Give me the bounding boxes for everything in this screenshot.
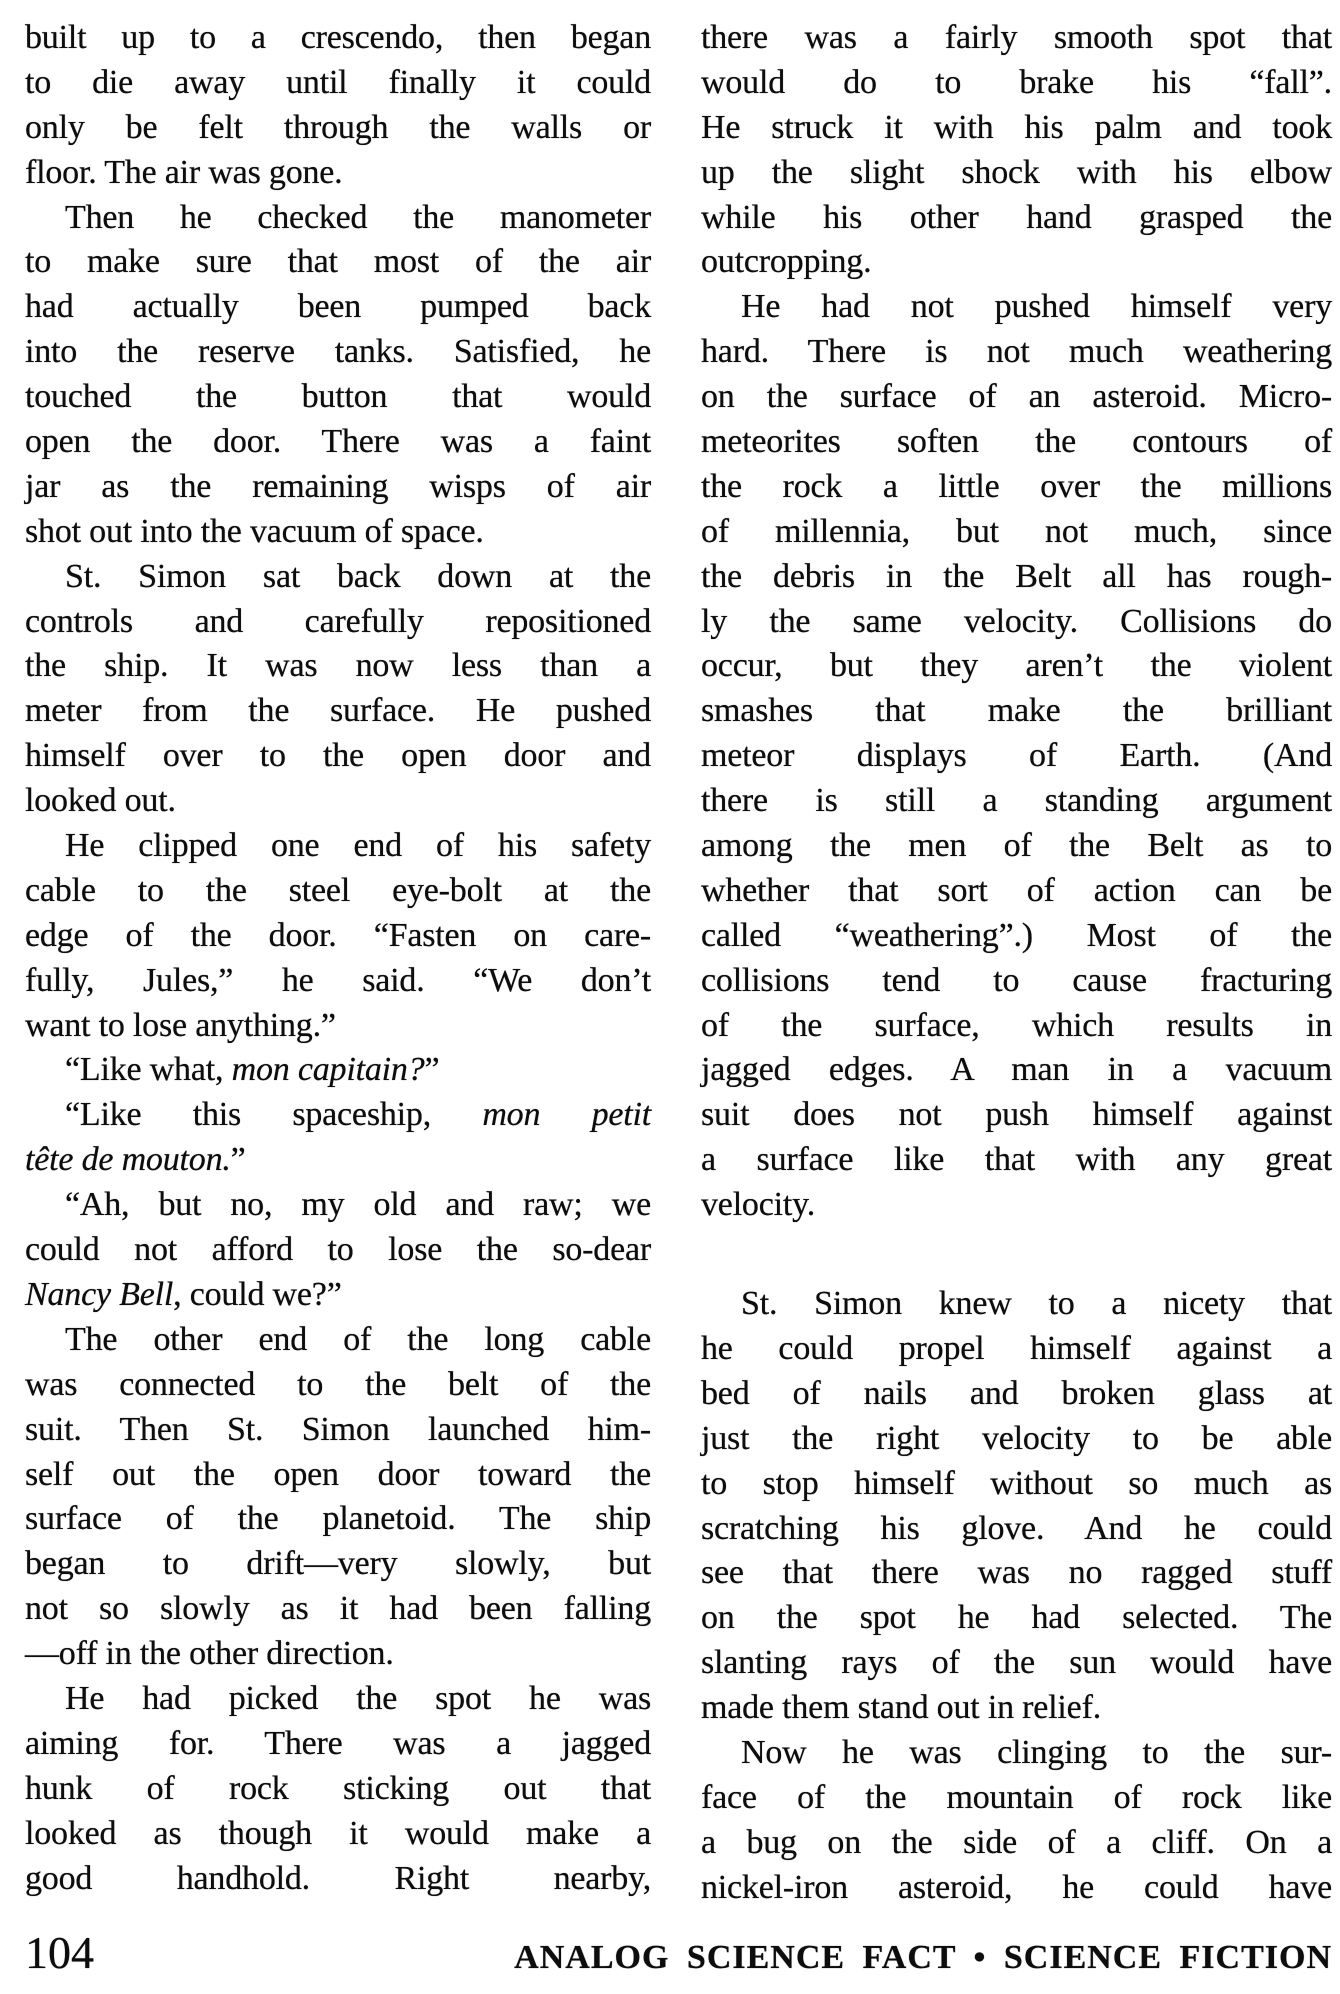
text-run: the ship. It was now less than a (25, 647, 651, 685)
text-line (25, 689, 651, 734)
text-run: ly the same velocity. Collisions do (701, 602, 1332, 640)
text-line (701, 1551, 1332, 1596)
text-run: only be felt through the walls or (25, 108, 651, 146)
text-run: fully, Jules,” he said. “We don’t (25, 961, 651, 999)
text-run: not so slowly as it had been falling (25, 1590, 651, 1628)
text-run: “Ah, but no, my old and raw; we (65, 1186, 651, 1224)
text-column-right (701, 16, 1332, 1911)
text-line (25, 106, 651, 151)
text-run: built up to a crescendo, then began (25, 19, 651, 56)
text-line (25, 1767, 651, 1812)
text-line (25, 240, 651, 285)
text-run: nickel-iron asteroid, he could have (701, 1868, 1332, 1906)
text-run: St. Simon sat back down at the (65, 557, 651, 595)
text-run: Now he was clinging to the sur- (741, 1733, 1332, 1771)
text-run: there is still a standing argument (701, 782, 1332, 820)
text-run: jar as the remaining wisps of air (25, 467, 651, 505)
text-line (701, 1866, 1332, 1911)
text-line (701, 869, 1332, 914)
text-line (701, 1048, 1332, 1093)
text-run: a bug on the side of a cliff. On a (701, 1823, 1332, 1861)
text-run: ” (424, 1051, 440, 1089)
page-number: 104 (25, 1927, 94, 1978)
text-run: open the door. There was a faint (25, 423, 651, 461)
page-footer (25, 1928, 1332, 1983)
text-line (25, 375, 651, 420)
text-line (701, 1776, 1332, 1821)
text-line (25, 1228, 651, 1273)
text-line (701, 240, 1332, 285)
text-line (25, 734, 651, 779)
text-run: shot out into the vacuum of space. (25, 512, 484, 550)
text-run: looked as though it would make a (25, 1814, 651, 1852)
text-run: to make sure that most of the air (25, 243, 651, 281)
text-line (701, 1372, 1332, 1417)
text-run: whether that sort of action can be (701, 871, 1332, 909)
section-break (701, 1228, 1332, 1282)
text-line (25, 1632, 651, 1677)
text-line (701, 1282, 1332, 1327)
text-run: slanting rays of the sun would have (701, 1644, 1332, 1682)
text-run: good handhold. Right nearby, (25, 1859, 651, 1897)
text-line (25, 600, 651, 645)
text-run: edge of the door. “Fasten on care- (25, 916, 651, 954)
text-run: collisions tend to cause fracturing (701, 961, 1332, 999)
text-run: hard. There is not much weathering (701, 333, 1332, 371)
text-run: suit does not push himself against (701, 1096, 1332, 1134)
text-line (25, 196, 651, 241)
text-run: aiming for. There was a jagged (25, 1724, 651, 1762)
text-run: on the surface of an asteroid. Micro- (701, 378, 1332, 416)
text-run: “Like this spaceship, (65, 1096, 483, 1134)
text-run: jagged edges. A man in a vacuum (701, 1051, 1332, 1089)
text-line (701, 1507, 1332, 1552)
text-line (25, 465, 651, 510)
text-line (701, 375, 1332, 420)
text-run: had actually been pumped back (25, 288, 651, 326)
text-run: made them stand out in relief. (701, 1689, 1101, 1727)
text-line (25, 1453, 651, 1498)
text-run: into the reserve tanks. Satisfied, he (25, 333, 651, 371)
text-run: outcropping. (701, 243, 872, 281)
text-run: himself over to the open door and (25, 737, 651, 775)
text-run: —off in the other direction. (25, 1635, 394, 1673)
text-run: scratching his glove. And he could (701, 1509, 1332, 1547)
text-run: called “weathering”.) Most of the (701, 916, 1332, 954)
text-line (25, 1048, 651, 1093)
text-line (25, 1408, 651, 1453)
text-line (701, 106, 1332, 151)
text-line (25, 1138, 651, 1183)
text-line (701, 465, 1332, 510)
italic-text-run: Nancy Bell (25, 1275, 174, 1313)
text-run: suit. Then St. Simon launched him- (25, 1410, 651, 1448)
text-run: looked out. (25, 782, 176, 820)
text-line (701, 1183, 1332, 1228)
text-run: a surface like that with any great (701, 1141, 1332, 1179)
text-line (701, 644, 1332, 689)
text-line (25, 1363, 651, 1408)
text-run: up the slight shock with his elbow (701, 153, 1332, 191)
text-run: of the surface, which results in (701, 1006, 1332, 1044)
text-line (25, 420, 651, 465)
text-line (701, 420, 1332, 465)
text-line (701, 1138, 1332, 1183)
text-run: occur, but they aren’t the violent (701, 647, 1332, 685)
text-run: ” (230, 1141, 246, 1179)
text-run: surface of the planetoid. The ship (25, 1500, 651, 1538)
text-line (25, 869, 651, 914)
text-line (25, 151, 651, 196)
text-line (25, 1183, 651, 1228)
text-line (25, 959, 651, 1004)
text-line (701, 1417, 1332, 1462)
text-run: see that there was no ragged stuff (701, 1554, 1332, 1592)
text-line (701, 510, 1332, 555)
text-line (701, 824, 1332, 869)
text-line (701, 555, 1332, 600)
text-line (701, 600, 1332, 645)
text-line (25, 1722, 651, 1767)
text-line (701, 1821, 1332, 1866)
text-run: face of the mountain of rock like (701, 1778, 1332, 1816)
text-run: He struck it with his palm and took (701, 108, 1332, 146)
text-run: hunk of rock sticking out that (25, 1769, 651, 1807)
italic-text-run: mon petit (482, 1096, 651, 1134)
text-run: touched the button that would (25, 378, 651, 416)
text-line (25, 510, 651, 555)
text-line (25, 61, 651, 106)
italic-text-run: mon capitain? (231, 1051, 425, 1089)
text-line (701, 285, 1332, 330)
text-run: cable to the steel eye-bolt at the (25, 871, 651, 909)
text-run: bed of nails and broken glass at (701, 1374, 1332, 1412)
text-line (25, 1812, 651, 1857)
text-run: He had picked the spot he was (65, 1679, 651, 1717)
text-line (701, 914, 1332, 959)
text-run: floor. The air was gone. (25, 153, 343, 191)
text-run: self out the open door toward the (25, 1455, 651, 1493)
text-line (25, 1587, 651, 1632)
text-run: He had not pushed himself very (741, 288, 1332, 326)
text-run: want to lose anything.” (25, 1006, 336, 1044)
text-line (701, 16, 1332, 61)
text-line (701, 61, 1332, 106)
text-line (25, 1093, 651, 1138)
text-run: was connected to the belt of the (25, 1365, 651, 1403)
text-line (25, 1004, 651, 1049)
text-line (25, 644, 651, 689)
text-run: He clipped one end of his safety (65, 827, 651, 865)
text-run: there was a fairly smooth spot that (701, 19, 1332, 56)
text-line (701, 779, 1332, 824)
text-run: the debris in the Belt all has rough- (701, 557, 1332, 595)
text-run: of millennia, but not much, since (701, 512, 1332, 550)
text-line (701, 1596, 1332, 1641)
italic-text-run: tête de mouton. (25, 1141, 231, 1179)
text-line (25, 1273, 651, 1318)
text-run: The other end of the long cable (65, 1320, 651, 1358)
text-line (701, 1327, 1332, 1372)
text-run: began to drift—very slowly, but (25, 1545, 651, 1583)
text-line (25, 330, 651, 375)
text-run: velocity. (701, 1186, 816, 1224)
text-run: , could we?” (173, 1275, 342, 1313)
text-run: while his other hand grasped the (701, 198, 1332, 236)
text-line (25, 555, 651, 600)
text-line (701, 689, 1332, 734)
text-line (701, 1641, 1332, 1686)
text-run: to die away until finally it could (25, 63, 651, 101)
text-line (25, 1677, 651, 1722)
text-run: St. Simon knew to a nicety that (741, 1285, 1332, 1323)
text-line (25, 1542, 651, 1587)
text-run: he could propel himself against a (701, 1329, 1332, 1367)
text-line (701, 330, 1332, 375)
text-run: meter from the surface. He pushed (25, 692, 651, 730)
text-line (701, 151, 1332, 196)
text-run: among the men of the Belt as to (701, 827, 1332, 865)
text-run: meteor displays of Earth. (And (701, 737, 1332, 775)
text-run: the rock a little over the millions (701, 467, 1332, 505)
text-line (701, 959, 1332, 1004)
text-line (25, 1318, 651, 1363)
text-line (25, 824, 651, 869)
text-line (25, 1857, 651, 1902)
text-run: on the spot he had selected. The (701, 1599, 1332, 1637)
text-line (701, 1462, 1332, 1507)
text-run: meteorites soften the contours of (701, 423, 1332, 461)
text-line (701, 1004, 1332, 1049)
text-line (701, 1686, 1332, 1731)
text-run: Then he checked the manometer (65, 198, 651, 236)
text-run: just the right velocity to be able (701, 1419, 1332, 1457)
text-run: would do to brake his “fall”. (701, 63, 1332, 101)
text-line (701, 1093, 1332, 1138)
text-run: smashes that make the brilliant (701, 692, 1332, 730)
text-line (701, 196, 1332, 241)
text-column-left (25, 16, 651, 1901)
text-line (701, 1731, 1332, 1776)
text-line (25, 779, 651, 824)
text-run: “Like what, (65, 1051, 232, 1089)
text-line (25, 16, 651, 61)
text-line (701, 734, 1332, 779)
text-line (25, 914, 651, 959)
text-run: to stop himself without so much as (701, 1464, 1332, 1502)
footer-magazine-title: ANALOG SCIENCE FACT • SCIENCE FICTION (514, 1939, 1332, 1976)
text-run: controls and carefully repositioned (25, 602, 651, 640)
text-line (25, 1497, 651, 1542)
text-run: could not afford to lose the so-dear (25, 1231, 651, 1269)
text-line (25, 285, 651, 330)
